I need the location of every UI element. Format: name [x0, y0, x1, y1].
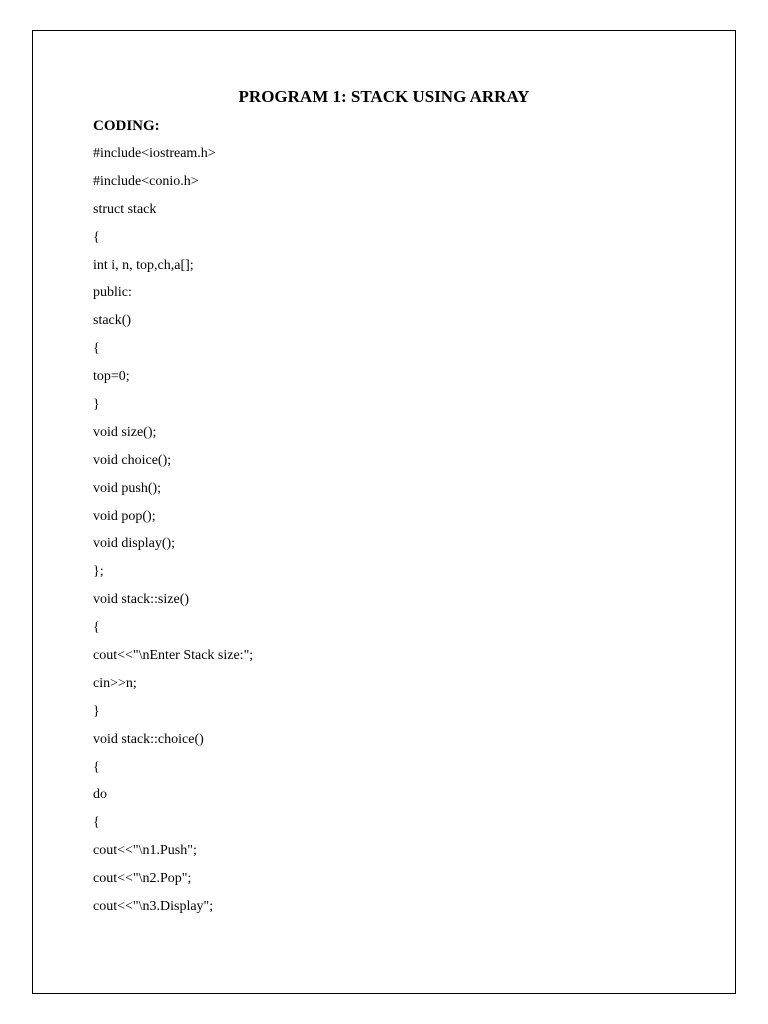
- code-listing: [93, 144, 253, 925]
- code-line: stack(): [93, 313, 132, 329]
- code-line: void display();: [93, 536, 176, 552]
- code-line: {: [93, 815, 100, 831]
- code-line: cout<<"\n1.Push";: [93, 843, 197, 859]
- code-line: {: [93, 759, 100, 775]
- code-line: void stack::size(): [93, 592, 190, 608]
- code-line: public:: [93, 285, 132, 301]
- code-line: void push();: [93, 480, 162, 496]
- code-line: }: [93, 703, 100, 719]
- code-line: top=0;: [93, 369, 130, 385]
- code-line: };: [93, 564, 104, 580]
- code-line: #include<conio.h>: [93, 173, 199, 189]
- code-line: cout<<"\nEnter Stack size:";: [93, 648, 254, 664]
- code-line: struct stack: [93, 201, 157, 217]
- code-line: void choice();: [93, 452, 172, 468]
- page-title: PROGRAM 1: STACK USING ARRAY: [238, 87, 530, 106]
- code-line: void stack::choice(): [93, 731, 204, 747]
- code-line: {: [93, 229, 100, 245]
- code-line: #include<iostream.h>: [93, 146, 216, 161]
- code-line: void pop();: [93, 508, 156, 524]
- code-line: }: [93, 397, 100, 413]
- section-heading: CODING:: [93, 118, 160, 134]
- code-line: cin>>n;: [93, 675, 137, 691]
- code-line: do: [93, 787, 107, 803]
- code-line: {: [93, 341, 100, 357]
- code-line: void size();: [93, 424, 157, 440]
- code-line: cout<<"\n2.Pop";: [93, 871, 192, 887]
- code-line: int i, n, top,ch,a[];: [93, 257, 194, 273]
- code-line: {: [93, 620, 100, 636]
- code-line: cout<<"\n3.Display";: [93, 899, 214, 915]
